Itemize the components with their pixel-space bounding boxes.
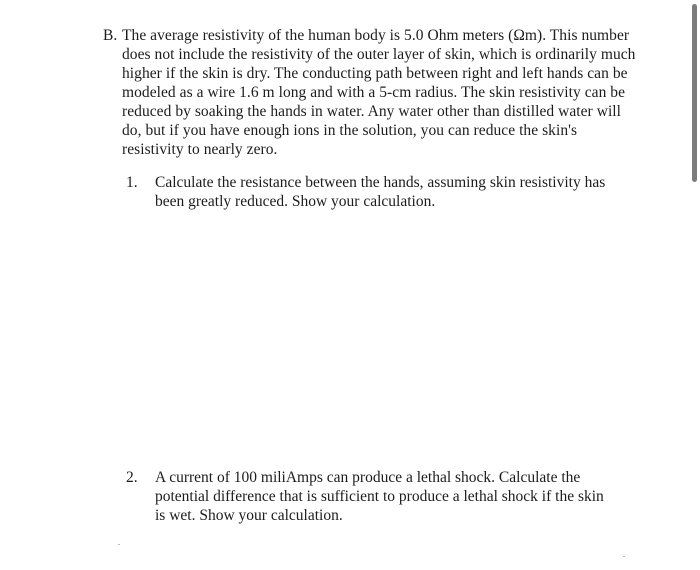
question-number: 2. — [126, 469, 138, 486]
question-line: been greatly reduced. Show your calculation. — [155, 193, 436, 210]
scrollbar-thumb[interactable] — [692, 4, 697, 182]
question-number: 1. — [126, 174, 138, 191]
section-label: B. — [103, 27, 118, 44]
paragraph-line: resistivity to nearly zero. — [122, 141, 278, 158]
scrollbar[interactable] — [689, 0, 700, 570]
paragraph-line: does not include the resistivity of the outer layer of skin, which is ordinarily much — [122, 46, 636, 63]
question-line: Calculate the resistance between the hands, assuming skin resistivity has — [155, 174, 606, 191]
scan-speck — [118, 544, 120, 545]
paragraph-line: The average resistivity of the human body is 5.0 Ohm meters (Ωm). This number — [122, 27, 630, 44]
question-text — [155, 468, 646, 525]
paragraph-line: higher if the skin is dry. The conducting path between right and left hands can be — [122, 65, 628, 82]
paragraph-line: modeled as a wire 1.6 m long and with a 5-cm radius. The skin resistivity can be — [122, 84, 626, 101]
question-text — [155, 173, 646, 211]
question-line: potential difference that is sufficient to produce a lethal shock if the skin — [155, 488, 604, 505]
section-b — [103, 26, 663, 159]
scan-speck — [623, 556, 625, 557]
section-paragraph — [122, 26, 662, 159]
question-line: A current of 100 miliAmps can produce a lethal shock. Calculate the — [155, 469, 581, 486]
question-1 — [126, 173, 646, 211]
question-line: is wet. Show your calculation. — [155, 507, 343, 524]
question-2 — [126, 468, 646, 525]
paragraph-line: reduced by soaking the hands in water. Any water other than distilled water will — [122, 103, 622, 120]
paragraph-line: do, but if you have enough ions in the solution, you can reduce the skin's — [122, 122, 578, 139]
